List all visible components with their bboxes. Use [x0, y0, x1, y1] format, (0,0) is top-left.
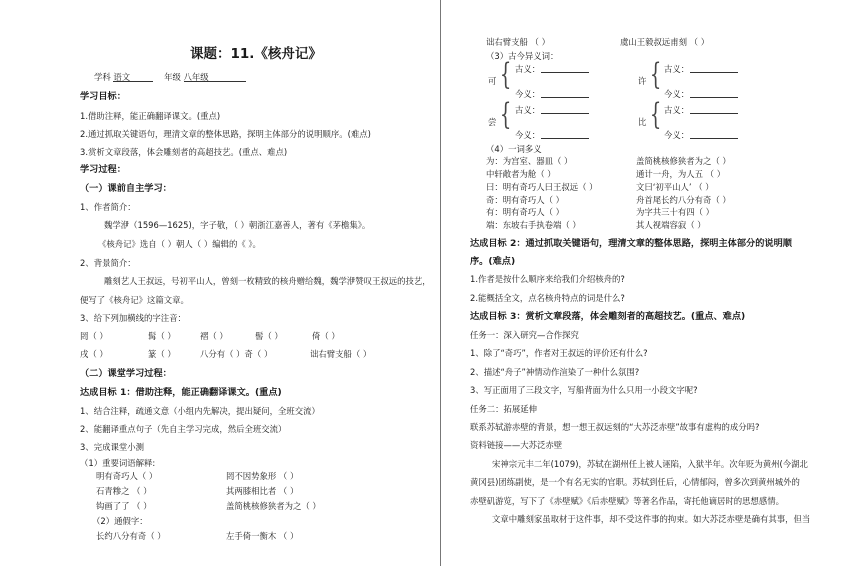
subject-label: 学科: [94, 72, 111, 82]
polysemy-item: 文曰‘初平山人’ （ ）: [636, 182, 714, 192]
quiz-item: 罔不因势象形 （ ）: [226, 471, 299, 481]
polysemy-item: 奇：明有奇巧人（ ）: [486, 195, 565, 205]
phonetic-item: 髻（ ）: [255, 331, 283, 341]
quiz-item: 石青糁之 （ ）: [96, 486, 152, 496]
step-2: 2、能翻译重点句子（先自主学习完成，然后全班交流）: [80, 424, 287, 434]
part1-heading: （一）课前自主学习：: [80, 183, 172, 194]
phonetic-item: 褶（ ）: [200, 331, 228, 341]
process-heading: 学习过程：: [80, 164, 126, 175]
answer-blank[interactable]: [541, 72, 589, 73]
step-3: 3、完成课堂小测: [80, 442, 144, 452]
material-heading: 资料链接——大苏泛赤壁: [470, 440, 563, 450]
answer-blank[interactable]: [690, 138, 738, 139]
polysemy-item: 中轩敞者为舱（ ）: [486, 169, 556, 179]
ancient-word-chang: 尝: [488, 117, 497, 127]
grade-value: 八年级: [184, 73, 246, 82]
task1-question: 1、除了“奇巧”，作者对王叔远的评价还有什么?: [470, 348, 648, 358]
goal-3: 3.赏析文章段落，体会雕刻者的高超技艺。(重点、难点): [80, 147, 288, 157]
answer-blank[interactable]: [690, 97, 738, 98]
polysemy-item: 其人视端容寂（ ）: [636, 220, 706, 230]
brace-icon: {: [649, 97, 662, 132]
task1-question: 3、写正面用了三段文字，写船背面为什么只用一小段文字呢?: [470, 385, 698, 395]
target2-heading: 达成目标 2：通过抓取关键语句，理清文章的整体思路，探明主体部分的说明顺: [470, 238, 792, 249]
answer-blank[interactable]: [690, 113, 738, 114]
phonetic-item: 篆（ ）: [148, 349, 176, 359]
target1-heading: 达成目标 1：借助注释，能正确翻译课文。(重点): [80, 387, 282, 398]
column-divider: [440, 0, 441, 566]
background-line-1: 雕刻艺人王叔远，号初平山人，曾刻一枚精致的核舟赠给魏，魏学洢赞叹王叔远的技艺，: [104, 276, 431, 286]
polysemy-item: 通计一舟，为人五 （ ）: [636, 169, 726, 179]
author-heading: 1、作者简介：: [80, 202, 136, 212]
brace-icon: {: [499, 97, 512, 132]
ancient-label: 古义：: [664, 64, 690, 74]
material-line: 赤壁矶游览，写下了《赤壁赋》《后赤壁赋》等著名作品，寄托他谪居时的思想感情。: [470, 496, 785, 506]
quiz-item: 左手倚一衡木 （ ）: [226, 531, 299, 541]
target3-heading: 达成目标 3：赏析文章段落，体会雕刻者的高超技艺。(重点、难点): [470, 311, 746, 322]
target2-question: 2.能概括全文，点名核舟特点的词是什么?: [470, 293, 625, 303]
phonetic-item: 诎右臂支船（ ）: [310, 349, 372, 359]
task1-heading: 任务一：深入研究—合作探究: [470, 330, 579, 340]
ancient-word-ke: 可: [488, 76, 497, 86]
ancient-label: 古义：: [515, 105, 541, 115]
quiz-sub-2: （2）通假字：: [92, 516, 148, 526]
subject-value: 语文: [113, 73, 153, 82]
answer-blank[interactable]: [541, 113, 589, 114]
meta-line: [94, 73, 246, 82]
ancient-label: 古义：: [664, 105, 690, 115]
ancient-label: 古义：: [515, 64, 541, 74]
polysemy-item: 舟首尾长约八分有奇（ ）: [636, 195, 731, 205]
polysemy-item: 为：为宫室、器皿（ ）: [486, 156, 573, 166]
material-line: 宋神宗元丰二年(1079)，苏轼在湖州任上被人诬陷，入狱半年。次年贬为黄州(今湖北: [492, 459, 808, 469]
background-heading: 2、背景简介：: [80, 258, 136, 268]
modern-label: 今义：: [515, 130, 541, 140]
polysemy-heading: （4）一词多义: [486, 144, 542, 154]
polysemy-item: 有：明有奇巧人（ ）: [486, 207, 565, 217]
ancient-word-bi: 比: [638, 117, 647, 127]
answer-blank[interactable]: [690, 72, 738, 73]
quiz-sub-1: （1）重要词语解释:: [80, 458, 156, 468]
polysemy-item: 为字共三十有四（ ）: [636, 207, 715, 217]
phonetic-item: 髯（ ）: [148, 331, 176, 341]
author-line-1: 魏学洢（1596—1625)，字子敬，（ ）朝浙江嘉善人，著有《茅檐集》。: [104, 220, 371, 230]
grade-label: 年级: [164, 72, 181, 82]
goal-2: 2.通过抓取关键语句，理清文章的整体思路，探明主体部分的说明顺序。(难点): [80, 129, 371, 139]
brace-icon: {: [649, 57, 662, 92]
goal-1: 1.借助注释，能正确翻译课文。(重点): [80, 111, 221, 121]
task2-heading: 任务二：拓展延伸: [470, 404, 537, 414]
background-line-2: 便写了《核舟记》这篇文章。: [80, 295, 189, 305]
phonetic-item: 倚（ ）: [312, 331, 340, 341]
target2-heading-cont: 序。(难点): [470, 256, 516, 267]
answer-blank[interactable]: [541, 97, 589, 98]
phonetic-item: 八分有（ ）奇（ ）: [200, 349, 273, 359]
phonetic-heading: 3、给下列加横线的字注音：: [80, 313, 186, 323]
step-1: 1、结合注释，疏通文意（小组内先解决，提出疑问，全班交流）: [80, 406, 320, 416]
top-item: 虞山王毅叔远甫刻 （ ）: [620, 37, 710, 47]
phonetic-item: 罔（ ）: [80, 331, 108, 341]
ancient-heading: （3）古今异义词：: [486, 51, 559, 61]
phonetic-item: 戌（ ）: [80, 349, 108, 359]
quiz-item: 盖简桃核修狭者为之（ ）: [226, 501, 321, 511]
material-line: 黄冈县)团练副使，是一个有名无实的官职。苏轼到任后，心情郁闷，曾多次到黄州城外的: [470, 477, 800, 487]
task2-line: 联系苏轼游赤壁的背景，想一想王叔远刻的“大苏泛赤壁”故事有虚构的成分吗?: [470, 422, 760, 432]
part2-heading: （二）课堂学习过程：: [80, 368, 172, 379]
polysemy-item: 曰：明有奇巧人曰王叔远（ ）: [486, 182, 598, 192]
modern-label: 今义：: [664, 89, 690, 99]
quiz-item: 其两膝相比者 （ ）: [226, 486, 299, 496]
top-item: 诎右臂支船 （ ）: [486, 37, 550, 47]
quiz-item: 长约八分有奇（ ）: [96, 531, 166, 541]
ancient-word-xu: 许: [638, 76, 647, 86]
target2-question: 1.作者是按什么顺序来给我们介绍核舟的?: [470, 274, 625, 284]
polysemy-item: 盖简桃核修狭者为之（ ）: [636, 156, 731, 166]
page-title: 课题：11.《核舟记》: [190, 46, 322, 62]
quiz-item: 钩画了了 （ ）: [96, 501, 152, 511]
material-line: 文章中雕刻家虽取材于这件事，却不受这件事的拘束。如大苏泛赤壁是确有其事，但当: [492, 514, 811, 524]
task1-question: 2、描述“舟子”神情动作渲染了一种什么氛围?: [470, 367, 640, 377]
goals-heading: 学习目标：: [80, 91, 126, 102]
quiz-item: 明有奇巧人（ ）: [96, 471, 158, 481]
author-line-2: 《核舟记》选自（ ）朝人（ ）编辑的《 》。: [98, 239, 261, 249]
modern-label: 今义：: [664, 130, 690, 140]
brace-icon: {: [499, 57, 512, 92]
answer-blank[interactable]: [541, 138, 589, 139]
modern-label: 今义：: [515, 89, 541, 99]
polysemy-item: 端：东坡右手执卷端（ ）: [486, 220, 581, 230]
